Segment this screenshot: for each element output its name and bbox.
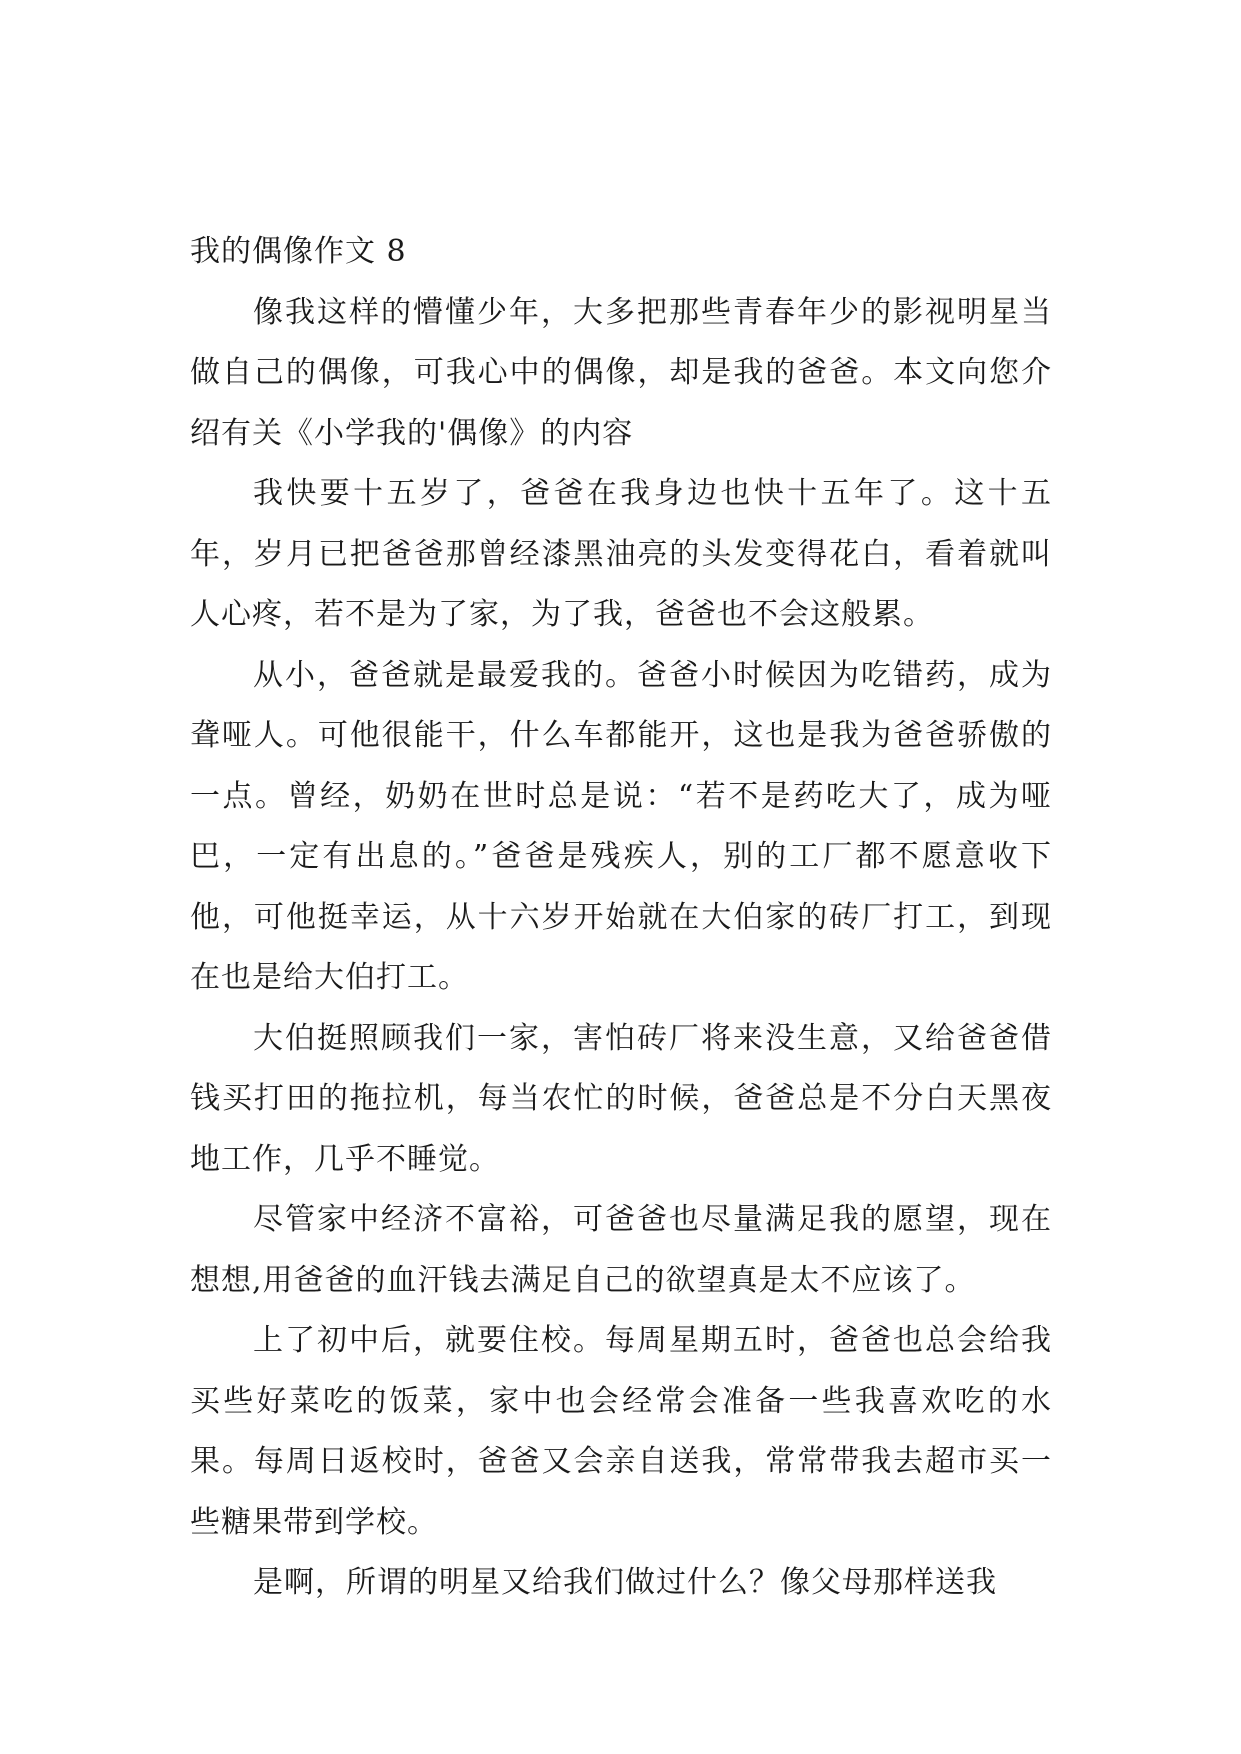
paragraph-1: 像我这样的懵懂少年，大多把那些青春年少的影视明星当做自己的偶像，可我心中的偶像，却是我的爸爸。本文向您介绍有关《小学我的'偶像》的内容	[190, 294, 1052, 451]
paragraph-2: 我快要十五岁了，爸爸在我身边也快十五年了。这十五年，岁月已把爸爸那曾经漆黑油亮的头发变得花白，看着就叫人心疼，若不是为了家，为了我，爸爸也不会这般累。	[190, 476, 1052, 632]
paragraph-6: 上了初中后，就要住校。每周星期五时，爸爸也总会给我买些好菜吃的饭菜，家中也会经常会准备一些我喜欢吃的水果。每周日返校时，爸爸又会亲自送我，常常带我去超市买一些糖果带到学校。	[190, 1323, 1052, 1540]
document-body	[190, 222, 1052, 1614]
document-title: 我的偶像作文 8	[190, 234, 407, 269]
paragraph-5: 尽管家中经济不富裕，可爸爸也尽量满足我的愿望，现在想想,用爸爸的血汗钱去满足自己的欲望真是太不应该了。	[190, 1202, 1052, 1298]
paragraph-4: 大伯挺照顾我们一家，害怕砖厂将来没生意，又给爸爸借钱买打田的拖拉机，每当农忙的时候，爸爸总是不分白天黑夜地工作，几乎不睡觉。	[190, 1020, 1052, 1177]
paragraph-7: 是啊，所谓的明星又给我们做过什么？像父母那样送我	[253, 1565, 997, 1600]
paragraph-3: 从小，爸爸就是最爱我的。爸爸小时候因为吃错药，成为聋哑人。可他很能干，什么车都能开，这也是我为爸爸骄傲的一点。曾经，奶奶在世时总是说：“若不是药吃大了，成为哑巴，一定有出息的。”爸爸是残疾人，别的工厂都不愿意收下他，可他挺幸运，从十六岁开始就在大伯家的砖厂打工，到现在也是给大伯打工。	[190, 657, 1052, 995]
